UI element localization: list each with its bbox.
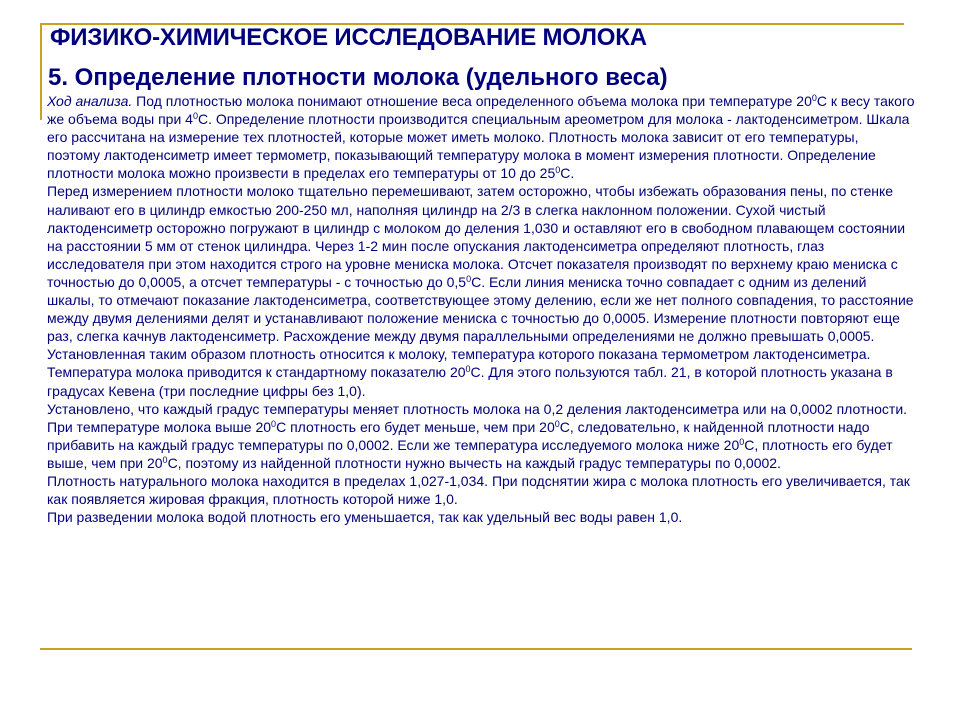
bottom-rule bbox=[40, 648, 912, 650]
degree-sup: 0 bbox=[811, 93, 817, 103]
degree-sup: 0 bbox=[555, 165, 561, 176]
lead-label: Ход анализа. bbox=[47, 93, 133, 109]
paragraph-procedure bbox=[47, 182, 915, 345]
paragraph-dilution: При разведении молока водой плотность его уменьшается, так как удельный вес воды равен 1,0. bbox=[47, 509, 683, 526]
text-fragment: С плотность его будет меньше, чем при 20 bbox=[276, 418, 555, 435]
slide-title: ФИЗИКО-ХИМИЧЕСКОЕ ИССЛЕДОВАНИЕ МОЛОКА bbox=[50, 24, 647, 51]
paragraph-standard bbox=[47, 345, 915, 399]
text-fragment: С. Определение плотности производится специальным ареометром для молока - лактоденсиметром. Шкала его рассчитана на измерение тех плотностей, которые может иметь молоко. Плотность молока зависит от его температуры, поэтому лактоденсиметр имеет термометр, показывающий температуру молока в момент измерения плотности. Определение плотности молока можно произвести в пределах его температуры от 10 до 25 bbox=[47, 111, 910, 182]
text-fragment: Установленная таким образом плотность относится к молоку, температура которого показана термометром лактоденсиметра. Температура молока приводится к стандартному показателю 20 bbox=[47, 346, 871, 381]
degree-sup: 0 bbox=[271, 418, 277, 429]
body-text bbox=[47, 92, 915, 526]
text-fragment: С, поэтому из найденной плотности нужно вычесть на каждый градус температуры по 0,0002. bbox=[167, 454, 781, 471]
text-fragment: Перед измерением плотности молоко тщательно перемешивают, затем осторожно, чтобы избежать образования пены, по стенке наливают его в цилиндр емкостью 200-250 мл, наполняя цилиндр на 2/3 в слегка наклонном положении. Сухой чистый лактоденсиметр осторожно погружают в цилиндр с молоком до деления 1,030 и оставляют его в свободном плавающем состоянии на расстоянии 5 мм от стенок цилиндра. Через 1-2 мин после опускания лактоденсиметра определяют плотность, глаз исследователя при этом находится строго на уровне мениска молока. Отсчет показателя производят по верхнему краю мениска с точностью до 0,0005, а отсчет температуры - с точностью до 0,5 bbox=[47, 183, 906, 290]
text-fragment: С, следовательно, к найденной плотности надо прибавить на каждый градус температуры по 0,0002. Если же температура исследуемого молока ниже 20 bbox=[47, 418, 870, 453]
paragraph-method bbox=[47, 92, 915, 182]
degree-sup: 0 bbox=[162, 454, 168, 465]
section-subtitle: 5. Определение плотности молока (удельного веса) bbox=[48, 64, 668, 91]
degree-sup: 0 bbox=[739, 436, 745, 447]
text-fragment: С. bbox=[560, 165, 575, 182]
text-fragment: С. Если линия мениска точно совпадает с одним из делений шкалы, то отмечают показание лактоденсиметра, соответствующее этому делению, если же нет полного совпадения, то расстояние между двумя делениями делят и устанавливают положение мениска с точностью до 0,0005. Измерение плотности повторяют еще раз, слегка качнув лактоденсиметр. Расхождение между двумя параллельными определениями не должно превышать 0,0005. bbox=[47, 273, 914, 345]
degree-sup: 0 bbox=[465, 364, 471, 375]
text-fragment: С к весу такого же объема воды при 4 bbox=[47, 93, 915, 128]
left-rule bbox=[40, 23, 42, 120]
text-fragment: Установлено, что каждый градус температуры меняет плотность молока на 0,2 деления лактоденсиметра или на 0,0002 плотности. При температуре молока выше 20 bbox=[47, 400, 908, 435]
degree-sup: 0 bbox=[192, 111, 198, 122]
degree-sup: 0 bbox=[466, 273, 472, 284]
paragraph-correction bbox=[47, 400, 915, 472]
text-fragment: Под плотностью молока понимают отношение веса определенного объема молока при температуре 20 bbox=[132, 93, 812, 109]
text-fragment: С. Для этого пользуются табл. 21, в которой плотность указана в градусах Кевена (три последние цифры без 1,0). bbox=[47, 364, 893, 399]
paragraph-natural-range: Плотность натурального молока находится в пределах 1,027-1,034. При подснятии жира с молока плотность его увеличивается, так как появляется жировая фракция, плотность которой ниже 1,0. bbox=[47, 472, 910, 508]
degree-sup: 0 bbox=[554, 418, 560, 429]
text-fragment: С, плотность его будет выше, чем при 20 bbox=[47, 436, 893, 471]
